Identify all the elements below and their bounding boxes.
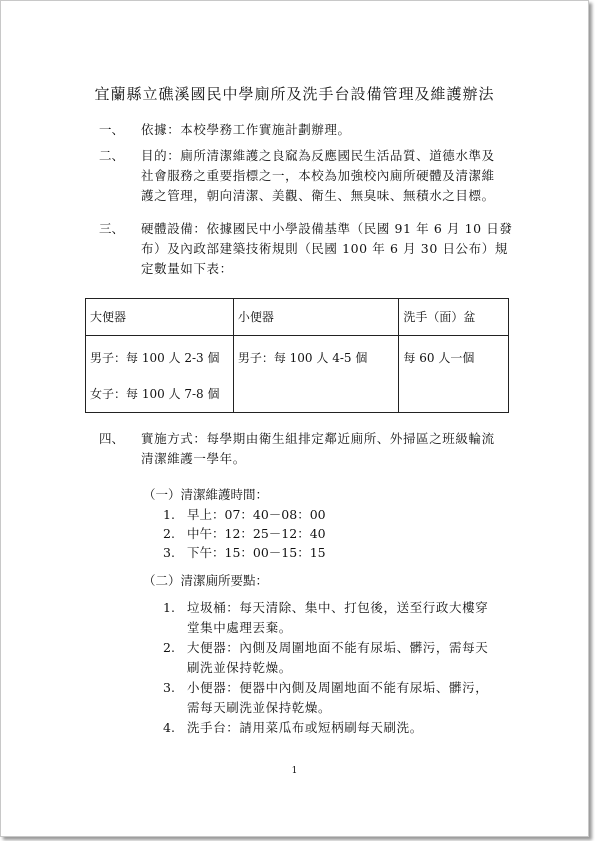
cell-line: 女子：每 100 人 7-8 個 (90, 387, 220, 401)
section-line: 布）及內政部建築技術規則（民國 100 年 6 月 30 日公布）規 (141, 241, 508, 256)
list-item-number: 3. (163, 680, 175, 695)
cell-line: 男子：每 100 人 4-5 個 (237, 351, 368, 365)
section-text (141, 429, 495, 469)
list-item (163, 678, 488, 718)
subsection-2-title: （二）清潔廁所要點： (143, 573, 269, 588)
list-item-line: 小便器：便器中內側及周圍地面不能有尿垢、髒污， (187, 680, 489, 695)
list-item-number: 1. (163, 600, 175, 615)
equipment-table (85, 298, 509, 413)
section-line: 目的：廁所清潔維護之良窳為反應國民生活品質、道德水準及 (141, 148, 495, 163)
cell-line: 每 60 人一個 (403, 351, 475, 365)
section-line: 硬體設備：依據國民中小學設備基準（民國 91 年 6 月 10 日發 (141, 221, 513, 236)
section-number: 二、 (99, 148, 125, 163)
table-header-cell: 小便器 (233, 299, 399, 336)
list-item (163, 718, 488, 738)
section-3 (99, 219, 519, 285)
list-item-line: 堂集中處理丟棄。 (187, 620, 292, 635)
list-item (163, 505, 326, 524)
list-item-line: 洗手台：請用菜瓜布或短柄刷每天刷洗。 (187, 720, 423, 735)
section-4 (99, 429, 519, 473)
table-cell (399, 336, 509, 413)
table-row (86, 336, 509, 413)
section-line: 定數量如下表： (141, 261, 233, 276)
list-item-number: 2. (163, 526, 175, 541)
section-line: 依據：本校學務工作實施計劃辦理。 (141, 122, 351, 137)
section-line: 實施方式：每學期由衛生組排定鄰近廁所、外掃區之班級輪流 (141, 431, 495, 446)
section-2 (99, 146, 519, 212)
list-item (163, 543, 326, 562)
list-item-text: 中午：12：25－12：40 (187, 526, 326, 541)
section-number: 三、 (99, 221, 125, 236)
list-item-number: 3. (163, 545, 175, 560)
list-item-line: 需每天刷洗並保持乾燥。 (187, 700, 332, 715)
section-line: 清潔維護一學年。 (141, 451, 246, 466)
subsection-1-list (163, 505, 326, 562)
list-item-line: 大便器：內側及周圍地面不能有尿垢、髒污，需每天 (187, 640, 489, 655)
list-item (163, 524, 326, 543)
document-title: 宜蘭縣立礁溪國民中學廁所及洗手台設備管理及維護辦法 (94, 85, 495, 103)
section-line: 社會服務之重要指標之一，本校為加強校內廁所硬體及清潔維 (141, 168, 495, 183)
section-number: 一、 (99, 122, 125, 137)
subsection-2-list (163, 598, 488, 738)
list-item-line: 刷洗並保持乾燥。 (187, 660, 292, 675)
section-text (141, 146, 495, 206)
list-item-line: 垃圾桶：每天清除、集中、打包後，送至行政大樓穿 (187, 600, 489, 615)
page-number: 1 (291, 766, 298, 776)
table-header-cell: 大便器 (86, 299, 234, 336)
table-header-cell: 洗手（面）盆 (399, 299, 509, 336)
list-item-number: 1. (163, 507, 175, 522)
list-item-text: 下午：15：00－15：15 (187, 545, 326, 560)
section-text (141, 219, 513, 279)
list-item (163, 598, 488, 638)
cell-line: 男子：每 100 人 2-3 個 (90, 351, 220, 365)
section-number: 四、 (99, 431, 125, 446)
list-item-number: 2. (163, 640, 175, 655)
table-cell (86, 336, 234, 413)
table-cell (233, 336, 399, 413)
list-item-text: 早上：07：40－08：00 (187, 507, 326, 522)
table-header-row (86, 299, 509, 336)
list-item-number: 4. (163, 720, 175, 735)
section-line: 護之管理，朝向清潔、美觀、衛生、無臭味、無積水之目標。 (141, 188, 495, 203)
subsection-1-title: （一）清潔維護時間： (143, 487, 269, 502)
list-item (163, 638, 488, 678)
section-1 (99, 120, 519, 142)
section-text (141, 120, 351, 140)
